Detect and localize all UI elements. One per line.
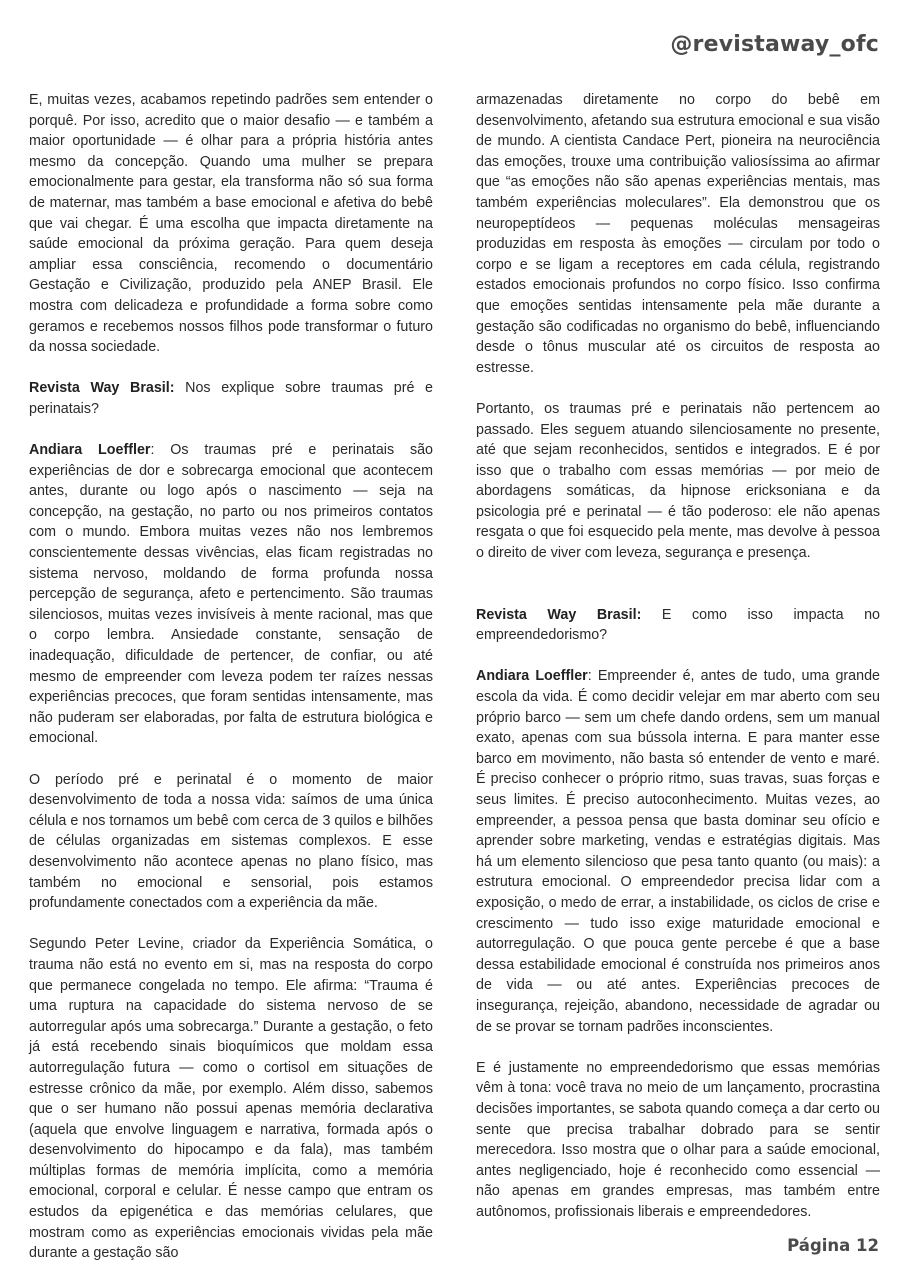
interview-answer xyxy=(29,440,433,749)
paragraph: O período pré e perinatal é o momento de maior desenvolvimento de toda a nossa vida: saímos de uma única célula e nos tornamos um bebê com cerca de 3 quilos e bilhões de células organizadas em sistemas complexos. E esse desenvolvimento não acontece apenas no plano físico, mas também no emocional e sensorial, pois estamos profundamente conectados com a experiência da mãe. xyxy=(29,771,433,912)
answer-text: : Os traumas pré e perinatais são experiências de dor e sobrecarga emocional que acontecem antes, durante ou logo após o nascimento — seja na concepção, na gestação, no parto ou nos primeiros contatos com o mundo. Embora muitas vezes não nos lembremos conscientemente dessas vivências, elas ficam registradas no sistema nervoso, moldando de forma profunda nossa percepção de segurança, afeto e pertencimento. São traumas silenciosos, muitas vezes invisíveis à mente racional, mas que o corpo lembra. Ansiedade constante, sensação de inadequação, dificuldade de pertencer, de confiar, ou até mesmo de empreender com leveza podem ter raízes nessas experiências precoces, que foram sentidas intensamente, mas não puderam ser elaboradas, por falta de estrutura biológica e emocional. xyxy=(29,442,433,747)
paragraph: Portanto, os traumas pré e perinatais não pertencem ao passado. Eles seguem atuando silenciosamente no presente, até que sejam reconhecidos, sentidos e integrados. E é por isso que o trabalho com essas memórias — por meio de abordagens somáticas, da hipnose ericksoniana e da psicologia pré e perinatal — é tão poderoso: ele não apenas resgata o que foi esquecido pela mente, mas devolve à pessoa o direito de viver com leveza, segurança e presença. xyxy=(476,400,880,562)
answer-speaker: Andiara Loeffler xyxy=(29,442,151,459)
interview-answer xyxy=(476,666,880,1037)
answer-text: : Empreender é, antes de tudo, uma grande escola da vida. É como decidir velejar em mar aberto com seu próprio barco — sem um chefe dando ordens, sem um manual exato, apenas com sua bússola interna. E para manter esse barco em movimento, não basta só entender de vento e maré. É preciso conhecer o próprio ritmo, suas travas, suas forças e seus limites. É preciso autoconhecimento. Muitas vezes, ao empreender, a pessoa pensa que basta dominar seu ofício e aprender sobre marketing, vendas e estratégias digitais. Mas há um elemento silencioso que pesa tanto quanto (ou mais): a estrutura emocional. O empreendedor precisa lidar com a exposição, o medo de errar, a instabilidade, os ciclos de crise e crescimento — tudo isso exige maturidade emocional e autorregulação. O que pouca gente percebe é que a base dessa estabilidade emocional é construída nos primeiros anos de vida — ou até antes. Experiências precoces de insegurança, rejeição, abandono, necessidade de agradar ou de se provar se tornam padrões inconscientes. xyxy=(476,668,880,1035)
paragraph: armazenadas diretamente no corpo do bebê em desenvolvimento, afetando sua estrutura emocional e sua visão de mundo. A cientista Candace Pert, pioneira na neurociência das emoções, trouxe uma contribuição valiosíssima ao afirmar que “as emoções não são apenas experiências mentais, mas também experiências moleculares”. Ela demonstrou que os neuropeptídeos — pequenas moléculas mensageiras produzidas em resposta às emoções — circulam por todo o corpo e se ligam a receptores em cada célula, registrando estados emocionais profundos no corpo físico. Isso confirma que emoções sentidas intensamente pela mãe durante a gestação são codificadas no organismo do bebê, influenciando desde o tônus muscular até os circuitos de resposta ao estresse. xyxy=(476,92,880,376)
paragraph: E é justamente no empreendedorismo que essas memórias vêm à tona: você trava no meio de um lançamento, procrastina decisões importantes, se sabota quando começa a dar certo ou sente que precisa trabalhar dobrado para se sentir merecedora. Isso mostra que o olhar para a saúde emocional, antes negligenciado, hoje é reconhecido como essencial — não apenas em grandes empresas, mas também entre autônomos, profissionais liberais e empreendedores. xyxy=(476,1059,880,1220)
answer-speaker: Andiara Loeffler xyxy=(476,668,588,685)
page-number: Página 12 xyxy=(787,1236,879,1255)
question-text: Nos explique sobre traumas pré e perinatais? xyxy=(29,380,433,417)
question-text: E como isso impacta no empreendedorismo? xyxy=(476,606,881,644)
question-speaker: Revista Way Brasil: xyxy=(29,380,175,397)
paragraph: Segundo Peter Levine, criador da Experiência Somática, o trauma não está no evento em si, mas na resposta do corpo que permanece congelada no tempo. Ele afirma: “Trauma é uma ruptura na capacidade do sistema nervoso de se autorregular após uma sobrecarga.” Durante a gestação, o feto já está recebendo sinais bioquímicos que moldam essa autorregulação futura — como o cortisol em situações de estresse crônico da mãe, por exemplo. Além disso, sabemos que o ser humano não possui apenas memória declarativa (aquela que envolve linguagem e narrativa, formada após o desenvolvimento do hipocampo e da fala), mas também múltiplas formas de memória implícita, como a memória emocional, corporal e celular. É nesse campo que entram os estudos da epigenética e das memórias celulares, que mostram como as experiências emocionais vividas pela mãe durante a gestação são xyxy=(29,936,433,1262)
right-column xyxy=(476,90,880,1243)
paragraph: E, muitas vezes, acabamos repetindo padrões sem entender o porquê. Por isso, acredito que o maior desafio — e também a maior oportunidade — é olhar para a própria história antes mesmo da concepção. Quando uma mulher se prepara emocionalmente para gestar, ela transforma não só sua forma de maternar, mas também a base emocional e afetiva do bebê que vai chegar. É uma escolha que impacta diretamente na saúde emocional da próxima geração. Para quem deseja ampliar essa consciência, recomendo o documentário Gestação e Civilização, produzido pela ANEP Brasil. Ele mostra com delicadeza e profundidade a forma sobre como geramos e recebemos nossos filhos pode transformar o futuro da nossa sociedade. xyxy=(29,92,433,356)
interview-question xyxy=(29,378,433,419)
left-column xyxy=(29,90,433,1284)
interview-question xyxy=(476,605,880,646)
question-speaker: Revista Way Brasil: xyxy=(476,606,642,623)
magazine-handle: @revistaway_ofc xyxy=(670,32,879,57)
